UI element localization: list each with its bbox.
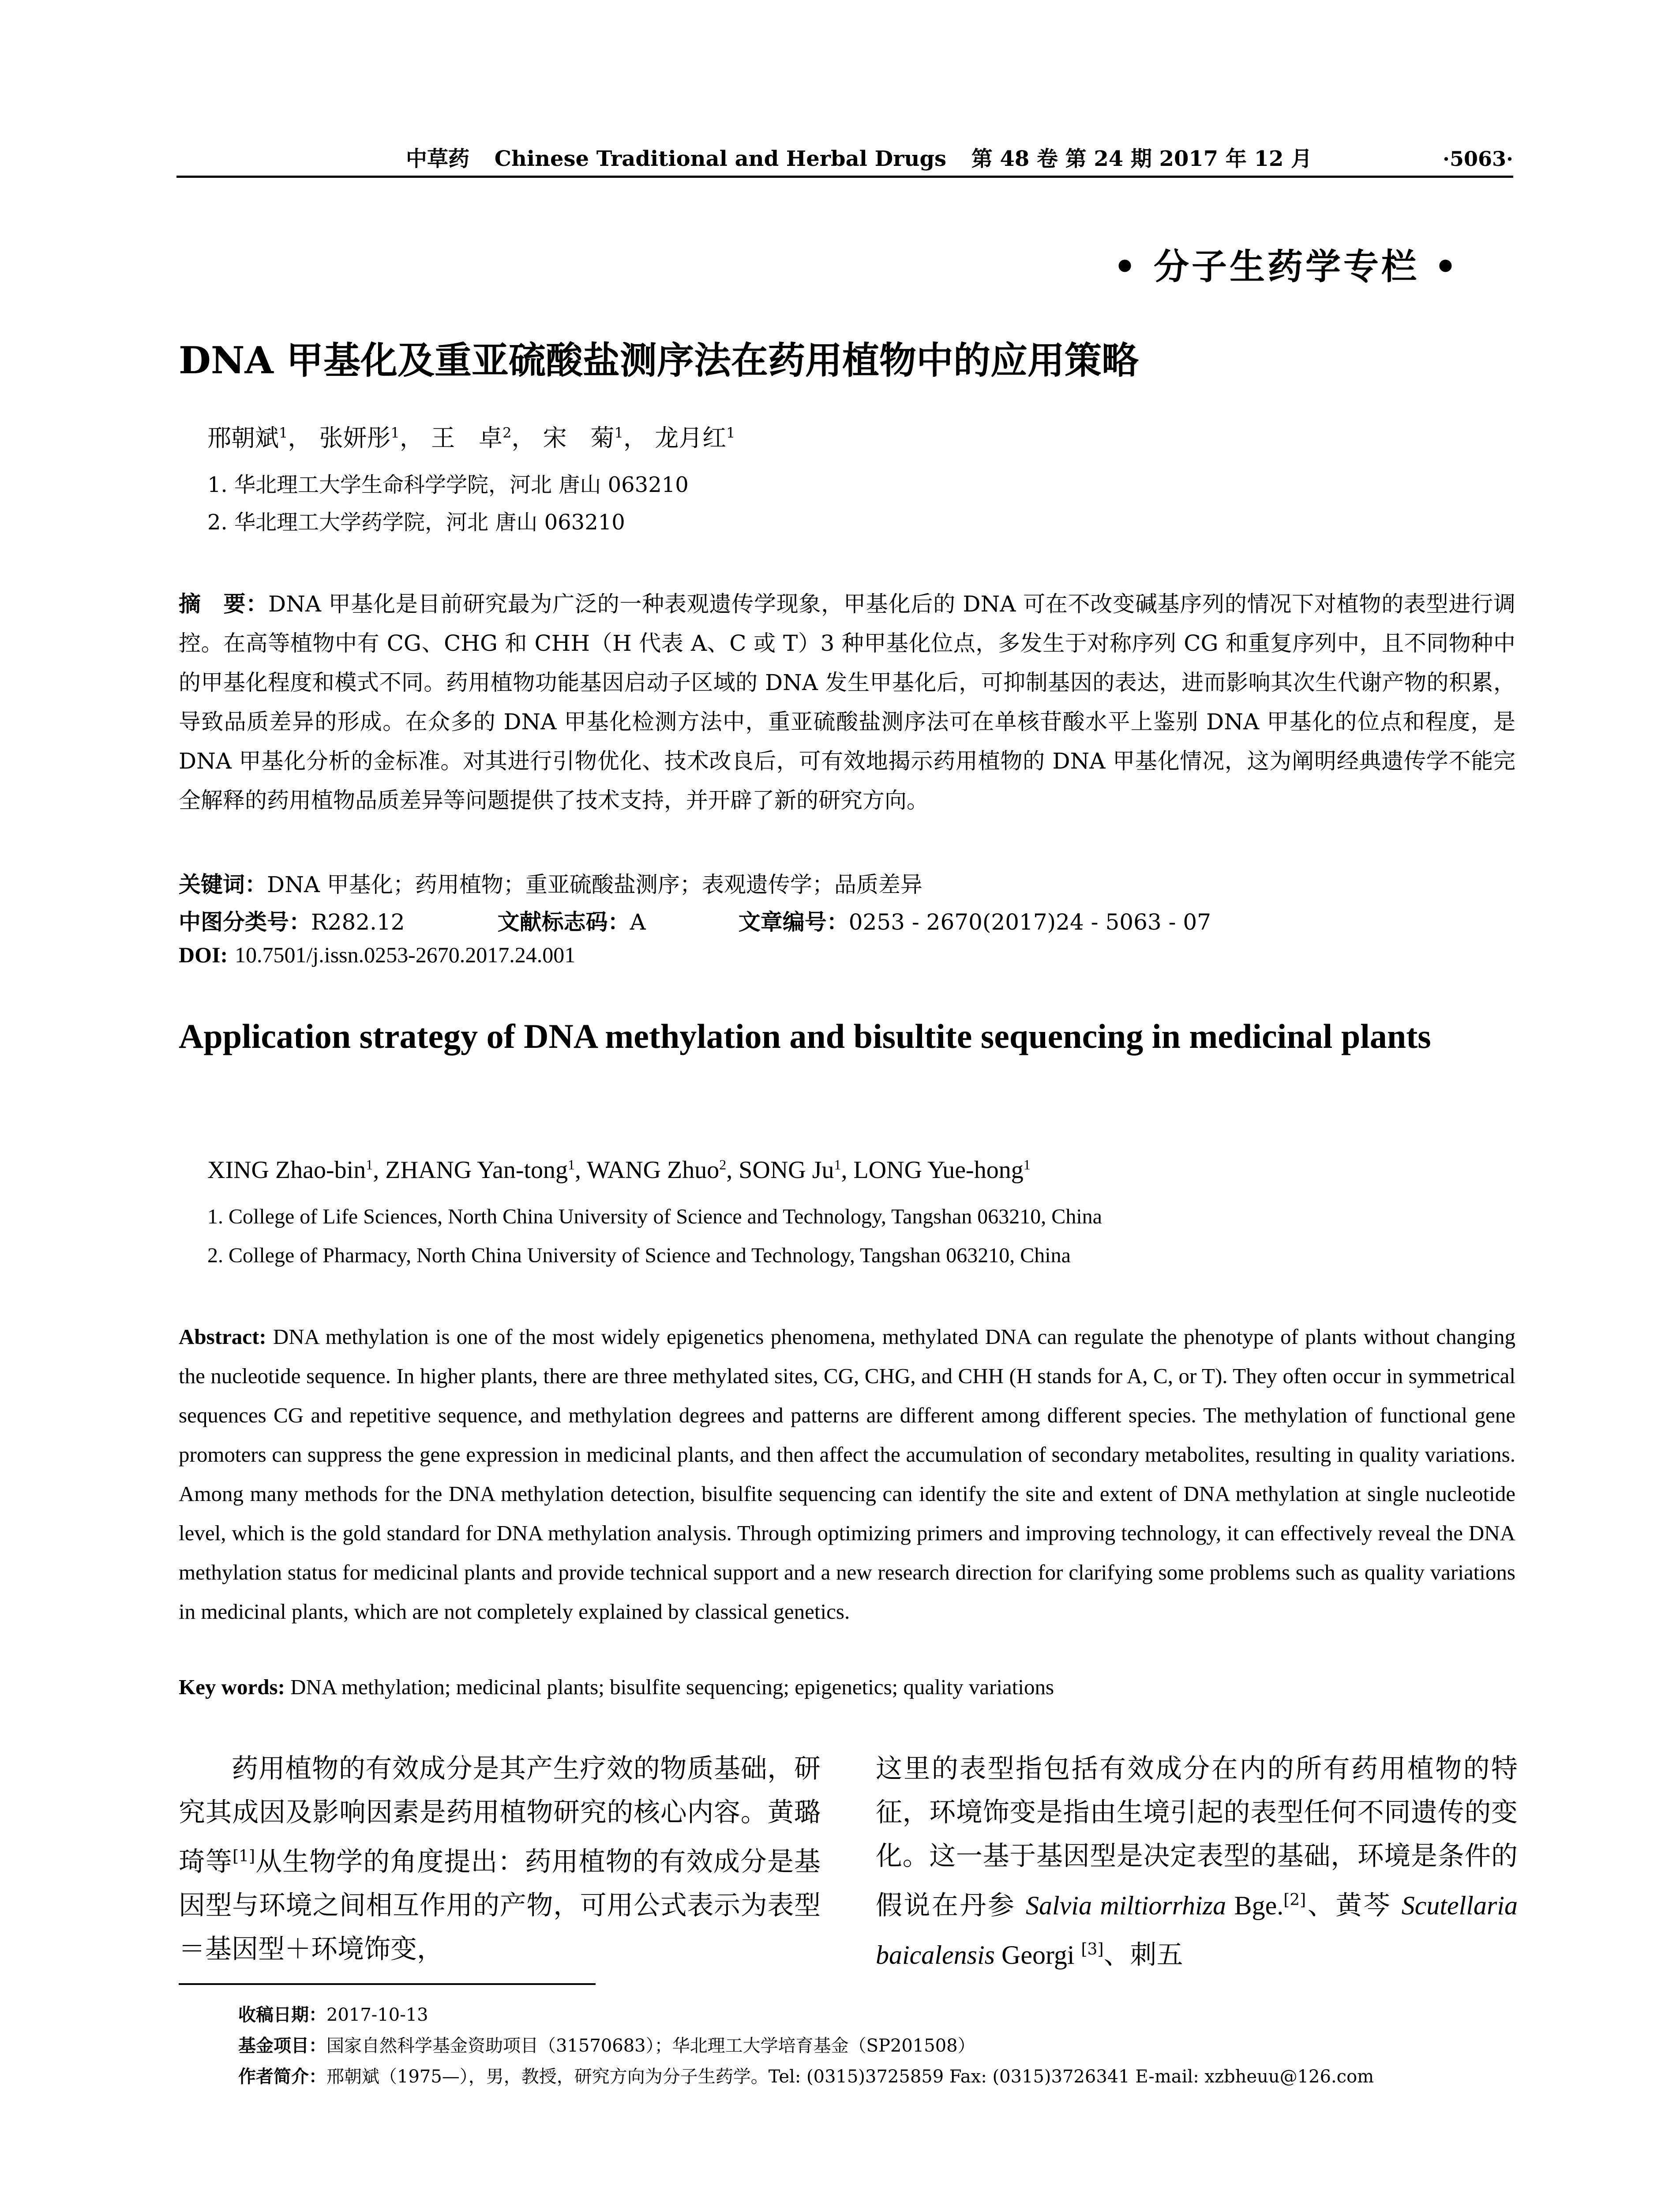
author-sup: 1 [1023, 1156, 1031, 1173]
journal-name-cn: 中草药 [406, 146, 470, 171]
running-header [176, 141, 1513, 181]
cn-author: 宋 菊 [543, 424, 615, 452]
en-author: ZHANG Yan-tong [385, 1156, 568, 1184]
issue-info: 第 48 卷 第 24 期 2017 年 12 月 [971, 146, 1312, 171]
page-number: ·5063· [1442, 147, 1513, 171]
clc-label: 中图分类号： [179, 909, 311, 935]
author-sup: 2 [502, 424, 512, 441]
author-sup: 1 [390, 424, 400, 441]
body-text: Bge. [1226, 1891, 1284, 1920]
cn-author: 龙月红 [655, 424, 727, 452]
footnote-text: 国家自然科学基金资助项目（31570683）；华北理工大学培育基金（SP201508） [326, 2036, 975, 2056]
cn-abstract-label: 摘 要： [179, 591, 269, 617]
doi-line [179, 942, 575, 968]
body-text: 、刺五 [1103, 1940, 1183, 1970]
species-name: Salvia miltiorrhiza [1025, 1891, 1226, 1920]
footnote-label: 基金项目： [238, 2036, 326, 2056]
cn-title: DNA 甲基化及重亚硫酸盐测序法在药用植物中的应用策略 [179, 338, 1139, 382]
cn-keywords [179, 867, 922, 899]
cn-abstract-text: DNA 甲基化是目前研究最为广泛的一种表观遗传学现象，甲基化后的 DNA 可在不改变碱基序列的情况下对植物的表型进行调控。在高等植物中有 CG、CHG 和 CHH（H 代表 A、C 或 T）3 种甲基化位点，多发生于对称序列 CG 和重复序列中，且不同物种中的甲基化程度和模式不同。药用植物功能基因启动子区域的 DNA 发生甲基化后，可抑制基因的表达，进而影响其次生代谢产物的积累，导致品质差异的形成。在众多的 DNA 甲基化检测方法中，重亚硫酸盐测序法可在单核苷酸水平上鉴别 DNA 甲基化的位点和程度，是 DNA 甲基化分析的金标准。对其进行引物优化、技术改良后，可有效地揭示药用植物的 DNA 甲基化情况，这为阐明经典遗传学不能完全解释的药用植物品质差异等问题提供了技术支持，并开辟了新的研究方向。 [179, 591, 1515, 813]
header-journal [406, 141, 1330, 176]
body-text: 从生物学的角度提出：药用植物的有效成分是基因型与环境之间相互作用的产物，可用公式表示为表型＝基因型＋环境饰变， [179, 1846, 821, 1965]
author-sup: 1 [279, 424, 288, 441]
author-sup: 2 [719, 1156, 727, 1173]
en-abstract-label: Abstract: [179, 1324, 266, 1349]
author-sup: 1 [366, 1156, 373, 1173]
cn-affiliation-2: 2. 华北理工大学药学院，河北 唐山 063210 [207, 510, 625, 535]
body-text: 、黄芩 [1306, 1890, 1402, 1921]
cn-author: 王 卓 [431, 424, 503, 452]
article-no-value: 0253 - 2670(2017)24 - 5063 - 07 [848, 909, 1211, 935]
footnote-rule [179, 1983, 596, 1985]
author-sup: 1 [726, 424, 735, 441]
footnote-text: 2017-10-13 [326, 2005, 428, 2025]
species-name: Scutellaria baicalensis [876, 1891, 1518, 1970]
body-column-left [179, 1747, 821, 1971]
en-affiliation-2: 2. College of Pharmacy, North China University of Science and Technology, Tangshan 063210, China [207, 1244, 1071, 1267]
column-tag: • 分子生药学专栏 • [1114, 246, 1459, 287]
en-author: LONG Yue-hong [853, 1156, 1024, 1184]
en-keywords-label: Key words: [179, 1675, 285, 1699]
en-author: SONG Ju [739, 1156, 834, 1184]
citation: [2] [1283, 1891, 1306, 1909]
footnote-label: 作者简介： [238, 2067, 326, 2087]
footnote-fund [238, 2032, 975, 2057]
author-sup: 1 [568, 1156, 575, 1173]
en-author: XING Zhao-bin [207, 1156, 366, 1184]
body-text: Georgi [994, 1940, 1081, 1970]
en-abstract [179, 1317, 1515, 1631]
footnote-author [238, 2063, 1374, 2088]
footnote-text: 邢朝斌（1975—），男，教授，研究方向为分子生药学。Tel: (0315)3725859 Fax: (0315)3726341 E-mail: xzbheuu@126.com [326, 2067, 1374, 2087]
cn-keywords-text: DNA 甲基化；药用植物；重亚硫酸盐测序；表观遗传学；品质差异 [267, 872, 922, 897]
doi-value: 10.7501/j.issn.0253-2670.2017.24.001 [235, 942, 576, 967]
citation: [3] [1081, 1940, 1104, 1958]
footnote-received [238, 2001, 428, 2026]
en-abstract-text: DNA methylation is one of the most widely epigenetics phenomena, methylated DNA can regulate the phenotype of plants without changing the nucleotide sequence. In higher plants, there are three methylated sites, CG, CHG, and CHH (H stands for A, C, or T). They often occur in symmetrical sequences CG and repetitive sequence, and methylation degrees and patterns are different among different species. The methylation of functional gene promoters can suppress the gene expression in medicinal plants, and then affect the accumulation of secondary metabolites, resulting in quality variations. Among many methods for the DNA methylation detection, bisulfite sequencing can identify the site and extent of DNA methylation at single nucleotide level, which is the gold standard for DNA methylation analysis. Through optimizing primers and improving technology, it can effectively reveal the DNA methylation status for medicinal plants and provide technical support and a new research direction for clarifying some problems such as quality variations in medicinal plants, which are not completely explained by classical genetics. [179, 1324, 1516, 1624]
en-title: Application strategy of DNA methylation and bisultite sequencing in medicinal plants [179, 1017, 1431, 1055]
cn-keywords-label: 关键词： [179, 872, 267, 897]
body-column-right [876, 1747, 1518, 1977]
journal-name-en: Chinese Traditional and Herbal Drugs [494, 146, 947, 171]
body-text: 药用植物的有效成分是其产生疗效的物质基础，研究其成因及影响因素是药用植物研究的核心内容。黄璐琦等 [179, 1753, 821, 1877]
citation: [1] [232, 1847, 255, 1865]
en-author: WANG Zhuo [587, 1156, 720, 1184]
en-keywords-text: DNA methylation; medicinal plants; bisulfite sequencing; epigenetics; quality variations [290, 1675, 1054, 1699]
en-affiliation-1: 1. College of Life Sciences, North China University of Science and Technology, Tangshan 063210, China [207, 1205, 1102, 1228]
author-sup: 1 [614, 424, 623, 441]
doi-label: DOI: [179, 942, 228, 967]
cn-authors: 邢朝斌$^1$， 张妍彤$^1$， 王 卓$^2$， 宋 菊$^1$， 龙月红$^1$ [207, 424, 735, 452]
cn-abstract [179, 585, 1515, 820]
clc-value: R282.12 [311, 909, 405, 935]
article-no-label: 文章编号： [738, 909, 849, 935]
cn-author: 邢朝斌 [207, 424, 279, 452]
header-rule [176, 176, 1513, 178]
en-keywords [179, 1674, 1054, 1700]
footnote-label: 收稿日期： [238, 2005, 326, 2025]
body-text: 这里的表型指包括有效成分在内的所有药用植物的特征，环境饰变是指由生境引起的表型任何不同遗传的变化。这一基于基因型是决定表型的基础，环境是条件的假说在丹参 [876, 1753, 1518, 1921]
doc-code-value: A [630, 909, 646, 935]
author-sup: 1 [834, 1156, 841, 1173]
classification-line [179, 904, 1211, 936]
en-authors: XING Zhao-bin$^1$, ZHANG Yan-tong$^1$, WANG Zhuo$^2$, SONG Ju$^1$, LONG Yue-hong$^1$ [207, 1156, 1031, 1184]
doc-code-label: 文献标志码： [497, 909, 630, 935]
cn-affiliation-1: 1. 华北理工大学生命科学学院，河北 唐山 063210 [207, 473, 689, 497]
cn-author: 张妍彤 [319, 424, 391, 452]
